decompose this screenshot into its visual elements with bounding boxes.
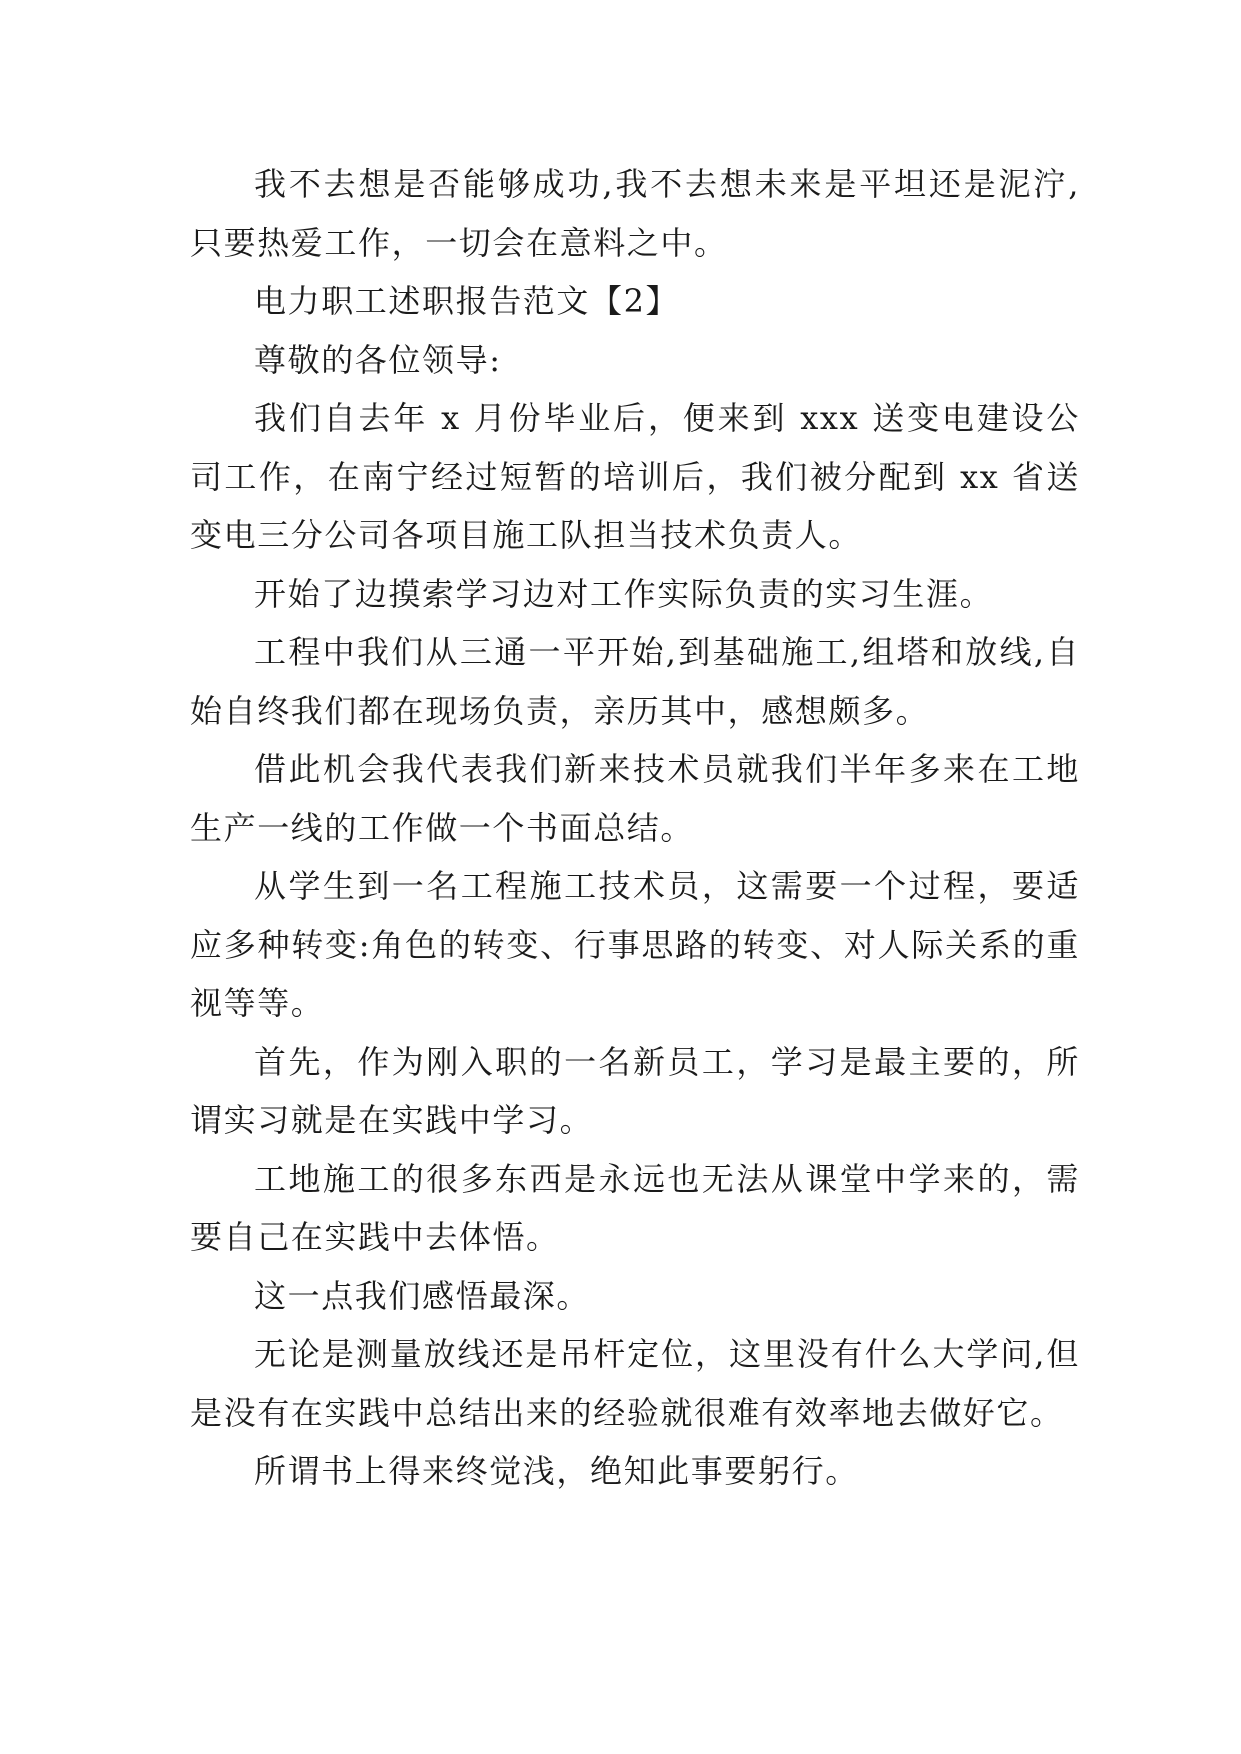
paragraph-11: 这一点我们感悟最深。 — [254, 1276, 591, 1315]
paragraph-10: 工地施工的很多东西是永远也无法从课堂中学来的，需要自己在实践中去体悟。 — [190, 1159, 1080, 1256]
paragraph-13: 所谓书上得来终觉浅，绝知此事要躬行。 — [254, 1452, 859, 1490]
paragraph-5: 开始了边摸索学习边对工作实际负责的实习生涯。 — [254, 574, 994, 613]
salutation: 尊敬的各位领导: — [254, 340, 502, 379]
paragraph-8: 从学生到一名工程施工技术员，这需要一个过程，要适应多种转变:角色的转变、行事思路的转变、对人际关系的重视等等。 — [190, 867, 1080, 1022]
paragraph-7: 借此机会我代表我们新来技术员就我们半年多来在工地生产一线的工作做一个书面总结。 — [190, 750, 1080, 847]
paragraph-4: 我们自去年 x 月份毕业后，便来到 xxx 送变电建设公司工作，在南宁经过短暂的培训后，我们被分配到 xx 省送变电三分公司各项目施工队担当技术负责人。 — [190, 399, 1080, 554]
paragraph-6: 工程中我们从三通一平开始,到基础施工,组塔和放线,自始自终我们都在现场负责，亲历其中，感想颇多。 — [190, 633, 1080, 730]
document-body — [190, 155, 1080, 1501]
section-heading: 电力职工述职报告范文【2】 — [254, 282, 680, 320]
paragraph-9: 首先，作为刚入职的一名新员工，学习是最主要的，所谓实习就是在实践中学习。 — [190, 1042, 1080, 1139]
paragraph-12: 无论是测量放线还是吊杆定位，这里没有什么大学问,但是没有在实践中总结出来的经验就很难有效率地去做好它。 — [190, 1335, 1080, 1432]
paragraph-1: 我不去想是否能够成功,我不去想未来是平坦还是泥泞,只要热爱工作，一切会在意料之中。 — [190, 165, 1080, 262]
